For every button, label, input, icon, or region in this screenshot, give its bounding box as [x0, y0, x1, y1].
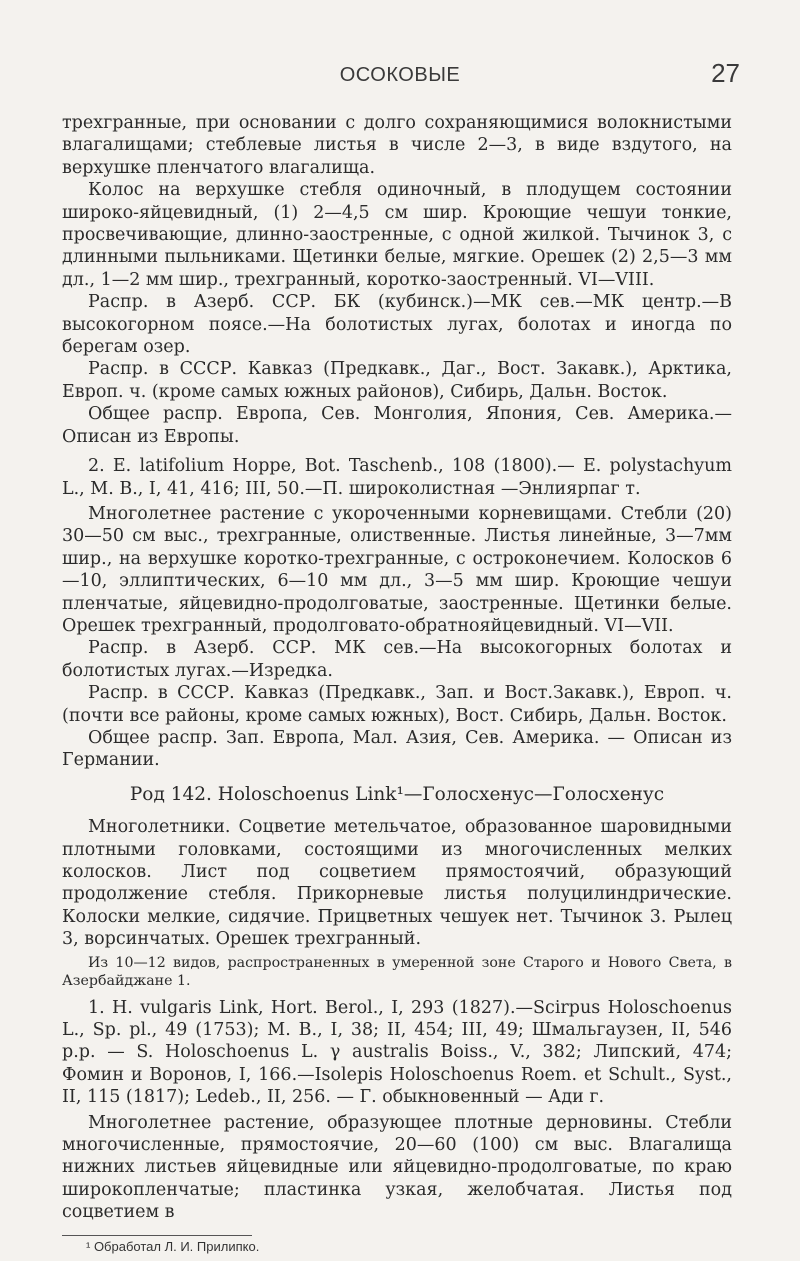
genus-heading: Род 142. Holoschoenus Link¹—Голосхенус—Голосхенус	[129, 783, 665, 805]
paragraph-9: Распр. в СССР. Кавказ (Предкавк., Зап. и Вост.Закавк.), Европ. ч. (почти все районы, кроме самых южных), Вост. Сибирь, Дальн. Восток.	[62, 683, 732, 726]
species-entry-holoschoenus: 1. H. vulgaris Link, Hort. Berol., I, 293 (1827).—Scirpus Holoschoenus L., Sp. pl., 49 (1753); M. B., I, 38; II, 454; III, 49; Шмальгаузен, II, 546 р.р. — S. Holoschoenus L. γ australis Boiss., V., 382; Липский, 474; Фомин и Воронов, I, 166.—Isolepis Holoschoenus Roem. et Schult., Syst., II, 115 (1817); Ledeb., II, 256. — Г. обыкновенный — Ади г.	[62, 997, 732, 1108]
paragraph-2: Колос на верхушке стебля одиночный, в плодущем состоянии широко-яйцевидный, (1) 2—4,5 см шир. Кроющие чешуи тонкие, просвечивающие, длинно-заостренные, с одной жилкой. Тычинок 3, с длинными пыльниками. Щетинки белые, мягкие. Орешек (2) 2,5—3 мм дл., 1—2 мм шир., трехгранный, коротко-заостренный. VI—VIII.	[62, 180, 732, 290]
paragraph-8: Распр. в Азерб. ССР. МК сев.—На высокогорных болотах и болотистых лугах.—Изредка.	[62, 638, 732, 681]
paragraph-1: трехгранные, при основании с долго сохраняющимися волокнистыми влагалищами; стеблевые листья в числе 2—3, в виде вздутого, на верхушке пленчатого влагалища.	[62, 113, 732, 178]
page-number: 27	[711, 58, 740, 88]
footnote: ¹ Обработал Л. И. Прилипко.	[86, 1239, 260, 1254]
running-head: ОСОКОВЫЕ	[339, 64, 461, 86]
species-entry-2: 2. E. latifolium Hoppe, Bot. Taschenb., 108 (1800).— E. polystachyum L., M. B., I, 41, 416; III, 50.—П. широколистная —Энлиярпаг т.	[62, 456, 732, 499]
paragraph-7: Многолетнее растение с укороченными корневищами. Стебли (20) 30—50 см выс., трехгранные, олиственные. Листья линейные, 3—7мм шир., на верхушке коротко-трехгранные, с остроконечием. Колосков 6—10, эллиптических, 6—10 мм дл., 3—5 мм шир. Кроющие чешуи пленчатые, яйцевидно-продолговатые, заостренные. Щетинки белые. Орешек трехгранный, продолговато-обратнояйцевидный. VI—VII.	[62, 503, 732, 636]
paragraph-5: Общее распр. Европа, Сев. Монголия, Япония, Сев. Америка.—Описан из Европы.	[62, 404, 732, 447]
paragraph-11: Многолетники. Соцветие метельчатое, образованное шаровидными плотными головками, состоящими из многочисленных мелких колосков. Лист под соцветием прямостоячий, образующий продолжение стебля. Прикорневые листья полуцилиндрические. Колоски мелкие, сидячие. Прицветных чешуек нет. Тычинок 3. Рылец 3, ворсинчатых. Орешек трехгранный.	[62, 817, 732, 950]
paragraph-4: Распр. в СССР. Кавказ (Предкавк., Даг., Вост. Закавк.), Арктика, Европ. ч. (кроме самых южных районов), Сибирь, Дальн. Восток.	[62, 359, 732, 402]
paragraph-14: Многолетнее растение, образующее плотные дерновины. Стебли многочисленные, прямостоячие, 20—60 (100) см выс. Влагалища нижних листьев яйцевидные или яйцевидно-продолговатые, по краю широкопленчатые; пластинка узкая, желобчатая. Листья под соцветием в	[62, 1112, 732, 1223]
page-header	[60, 58, 740, 98]
main-text	[62, 112, 732, 1224]
species-count-note: Из 10—12 видов, распространенных в умеренной зоне Старого и Нового Света, в Азербайджане 1.	[62, 954, 732, 989]
paragraph-10: Общее распр. Зап. Европа, Мал. Азия, Сев. Америка. — Описан из Германии.	[62, 727, 732, 771]
paragraph-3: Распр. в Азерб. ССР. БК (кубинск.)—МК сев.—МК центр.—В высокогорном поясе.—На болотистых лугах, болотах и иногда по берегам озер.	[62, 292, 732, 358]
footnote-divider	[62, 1235, 252, 1236]
